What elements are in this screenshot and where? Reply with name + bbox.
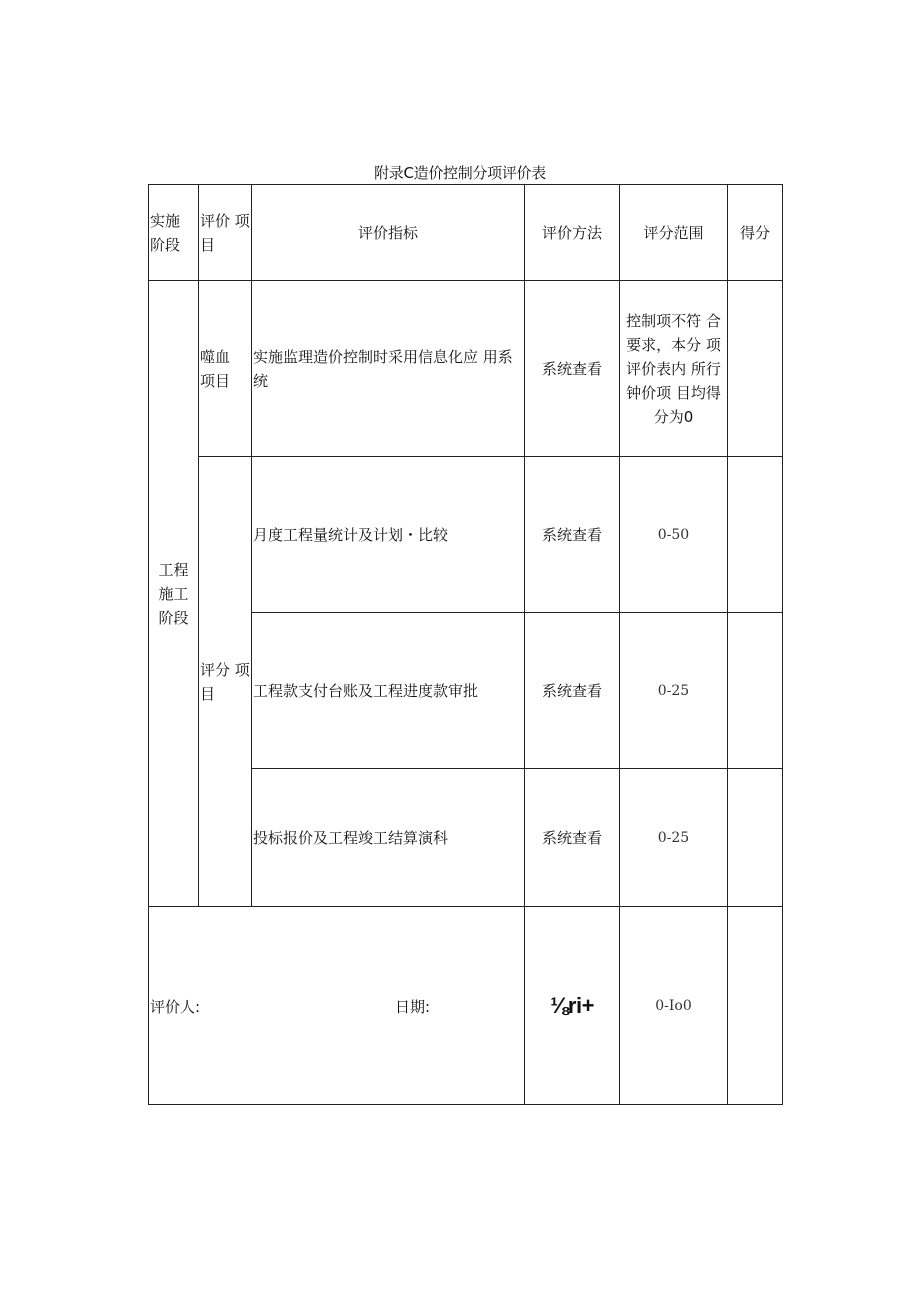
header-score: 得分 (728, 185, 783, 281)
scoring-range-2: 0-25 (620, 613, 728, 769)
scoring-score-1[interactable] (728, 457, 783, 613)
scoring-indicator-1: 月度工程量统计及计划・比较 (252, 457, 525, 613)
scoring-group-label: 评分 项目 (199, 457, 252, 907)
footer-score[interactable] (728, 907, 783, 1105)
control-score[interactable] (728, 281, 783, 457)
header-item: 评价 项目 (199, 185, 252, 281)
footer-range: 0-Io0 (620, 907, 728, 1105)
date-label: 日期: (395, 998, 431, 1016)
control-method: 系统查看 (525, 281, 620, 457)
scoring-score-3[interactable] (728, 769, 783, 907)
control-group-label: 噬血项目 (199, 281, 252, 457)
header-method: 评价方法 (525, 185, 620, 281)
scoring-method-2: 系统查看 (525, 613, 620, 769)
scoring-indicator-3: 投标报价及工程竣工结算演科 (252, 769, 525, 907)
control-range: 控制项不符 合要求，本分 项评价表内 所行钟价项 目均得分为0 (620, 281, 728, 457)
page-title: 附录C造价控制分项评价表 (374, 164, 546, 182)
control-indicator: 实施监理造价控制时采用信息化应 用系统 (252, 281, 525, 457)
evaluator-label: 评价人: (150, 998, 201, 1016)
scoring-range-1: 0-50 (620, 457, 728, 613)
footer-signature-cell (149, 907, 525, 1105)
stage-cell: 工程施工阶段 (149, 281, 199, 907)
header-range: 评分范围 (620, 185, 728, 281)
header-indicator: 评价指标 (252, 185, 525, 281)
scoring-method-3: 系统查看 (525, 769, 620, 907)
evaluation-table (148, 184, 783, 1105)
header-stage: 实施阶段 (149, 185, 199, 281)
scoring-indicator-2: 工程款支付台账及工程进度款审批 (252, 613, 525, 769)
scoring-method-1: 系统查看 (525, 457, 620, 613)
footer-method: ⅛ri+ (525, 907, 620, 1105)
scoring-score-2[interactable] (728, 613, 783, 769)
scoring-range-3: 0-25 (620, 769, 728, 907)
